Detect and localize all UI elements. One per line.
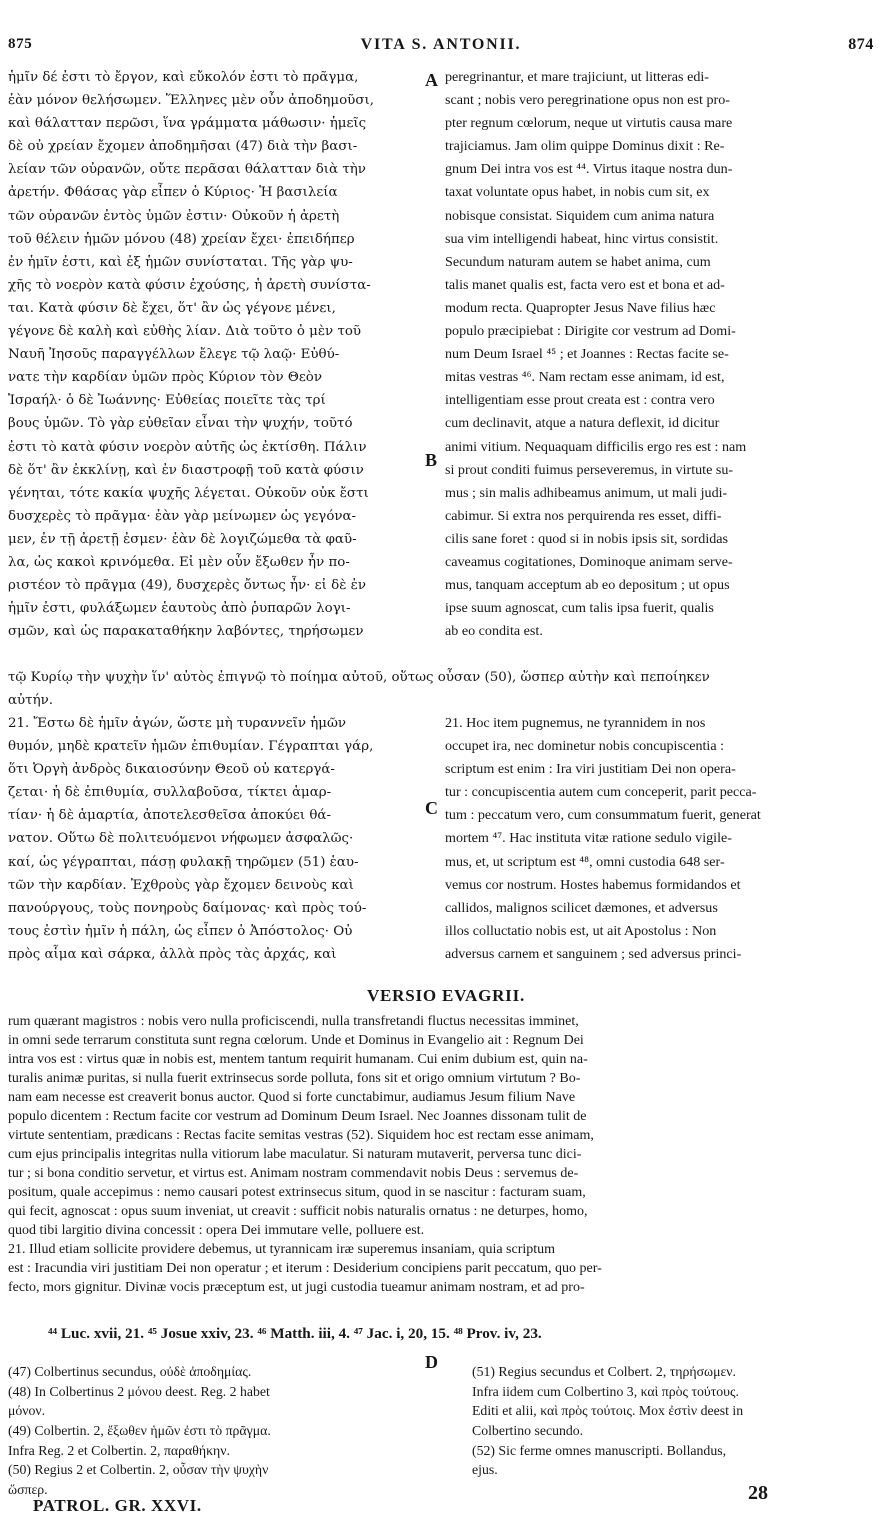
footnote-left-7: ὥσπερ.: [8, 1482, 48, 1498]
greek-line-8: τοῦ θέλειν ἡμῶν μόνου (48) χρείαν ἔχει· ἐπειδήπερ: [8, 231, 355, 247]
greek-lower-line-10: τους ἐστὶν ἡμῖν ἡ πάλη, ὡς εἶπεν ὁ Ἀπόστολος· Οὐ: [8, 923, 353, 939]
greek-lower-line-5: τίαν· ἡ δὲ ἁμαρτία, ἀποτελεσθεῖσα ἀποκύει θά-: [8, 808, 332, 824]
footnote-left-1: (47) Colbertinus secundus, οὐδὲ ἀποδημίας.: [8, 1364, 252, 1379]
latin-line-19: mus ; sin malis adhibeamus animum, ut mali judi-: [445, 484, 728, 501]
greek-line-18: δὲ ὅτ' ἂν ἐκκλίνῃ, καὶ ἐν διαστροφῇ τοῦ κατὰ φύσιν: [8, 462, 364, 478]
footnote-left-6: (50) Regius 2 et Colbertin. 2, οὖσαν τὴν ψυχὴν: [8, 1462, 269, 1478]
latin-line-16: cum declinavit, atque a natura deflexit, id dicitur: [445, 415, 720, 432]
latin-line-7: nobisque consistat. Siquidem cum anima natura: [445, 207, 715, 224]
greek-line-14: νατε τὴν καρδίαν ὑμῶν πρὸς Κύριον τὸν Θεὸν: [8, 370, 323, 386]
greek-line-11: ται. Κατὰ φύσιν δὲ ἔχει, ὅτ' ἂν ὡς γέγονε μένει,: [8, 300, 336, 316]
greek-lower-line-4: ζεται· ἡ δὲ ἐπιθυμία, συλλαβοῦσα, τίκτει ἁμαρ-: [8, 785, 332, 801]
evagrius-line-14: est : Iracundia viri justitiam Dei non operatur ; et iterum : Desiderium concipiens parit peccatum, quo per-: [8, 1261, 602, 1276]
footnote-left-5: Infra Reg. 2 et Colbertin. 2, παραθήκην.: [8, 1442, 230, 1458]
left-page-number: 875: [8, 36, 33, 52]
latin-line-22: caveamus cogitationes, Dominoque animam serve-: [445, 553, 733, 570]
greek-lower-line-11: πρὸς αἷμα καὶ σάρκα, ἀλλὰ πρὸς τὰς ἀρχάς, καὶ: [8, 946, 337, 962]
latin-lower-line-3: scriptum est enim : Ira viri justitiam Dei non opera-: [445, 761, 736, 778]
footnote-right-5: (52) Sic ferme omnes manuscripti. Bollandus,: [472, 1442, 727, 1458]
greek-line-7: τῶν οὐρανῶν ἐντὸς ὑμῶν ἐστιν· Οὐκοῦν ἡ ἀρετὴ: [8, 208, 340, 224]
running-header: [8, 28, 874, 58]
margin-letter-b: B: [425, 450, 438, 470]
latin-lower-line-7: mus, et, ut scriptum est ⁴⁸, omni custodia 648 ser-: [445, 853, 725, 870]
latin-line-3: pter regnum cœlorum, neque ut virtutis causa mare: [445, 115, 733, 132]
greek-spanning-line: τῷ Κυρίῳ τὴν ψυχὴν ἵν' αὐτὸς ἐπιγνῷ τὸ ποίημα αὐτοῦ, οὕτως οὖσαν (50), ὥσπερ αὐτὴν καὶ πεποίηκεν: [8, 670, 710, 685]
section-title: VERSIO EVAGRII.: [366, 986, 526, 1005]
evagrius-line-1: rum quærant magistros : nobis vero nulla proficiscendi, nulla transfretandi fluctus necessitas imminet,: [8, 1014, 579, 1029]
greek-line-21: μεν, ἐν τῇ ἀρετῇ ἐσμεν· ἐὰν δὲ λογιζώμεθα τὰ φαῦ-: [8, 531, 357, 547]
latin-line-6: taxat voluntate opus habet, in nobis cum sit, ex: [445, 184, 710, 201]
evagrius-line-8: cum ejus principalis integritas nulla vitiorum labe maculatur. Si naturam mutaverit, perversa tunc dici-: [8, 1147, 582, 1162]
greek-line-17: ἐστι τὸ κατὰ φύσιν νοερὸν αὐτῆς ὡς ἐκτίσθη. Πάλιν: [8, 439, 367, 455]
evagrius-line-10: positum, quale accepimus : nemo causari potest extrinsecus situm, quod in se nascitur : facturam suam,: [8, 1185, 586, 1200]
greek-line-4: δὲ οὐ χρείαν ἔχομεν ἀποδημῆσαι (47) διὰ τὴν βασι-: [8, 139, 358, 155]
evagrius-line-6: populo dicentem : Rectum facite cor vestrum ad Dominum Deum Israel. Nec Joannes dissonam tulit de: [8, 1109, 587, 1124]
greek-line-19: γένηται, τότε κακία ψυχῆς λέγεται. Οὐκοῦν οὐκ ἔστι: [8, 485, 369, 501]
footnote-left-3: μόνον.: [8, 1403, 46, 1419]
evagrius-line-11: qui fecit, agnoscat : opus suum inveniat, ut creavit : sufficit nobis naturalis ornatus : ne deturpes, homo,: [8, 1204, 588, 1219]
latin-line-4: trajiciamus. Jam olim quippe Dominus dixit : Re-: [445, 138, 725, 155]
greek-line-24: ἡμῖν ἐστι, φυλάξωμεν ἑαυτοὺς ἀπὸ ῥυπαρῶν λογι-: [8, 601, 351, 617]
footnotes-right: [472, 1362, 872, 1480]
latin-line-14: mitas vestras ⁴⁶. Nam rectam esse animam, id est,: [445, 369, 725, 386]
greek-line-1: ἡμῖν δέ ἐστι τὸ ἔργον, καὶ εὔκολόν ἐστι τὸ πρᾶγμα,: [8, 70, 359, 85]
latin-line-1: peregrinantur, et mare trajiciunt, ut litteras edi-: [445, 69, 709, 85]
greek-line-5: λείαν τῶν οὐρανῶν, οὔτε περᾶσαι θάλατταν διὰ τὴν: [8, 162, 366, 178]
latin-line-21: cilis sane foret : quod si in nobis ipsis sit, sordidas: [445, 530, 729, 547]
latin-line-12: populo præcipiebat : Dirigite cor vestrum ad Domi-: [445, 323, 736, 340]
latin-line-9: Secundum naturam autem se habet anima, cum: [445, 253, 711, 270]
scripture-references: ⁴⁴ Luc. xvii, 21. ⁴⁵ Josue xxiv, 23. ⁴⁶ Matth. iii, 4. ⁴⁷ Jac. i, 20, 15. ⁴⁸ Prov. iv, 23.: [48, 1325, 542, 1342]
evagrius-line-13: 21. Illud etiam sollicite providere debemus, ut tyrannicam iræ superemus insaniam, quia scriptum: [8, 1242, 556, 1257]
page-title: VITA S. ANTONII.: [360, 36, 522, 53]
latin-lower-line-1: 21. Hoc item pugnemus, ne tyrannidem in nos: [445, 715, 706, 731]
greek-line-10: χῆς τὸ νοερὸν κατὰ φύσιν ἐχούσης, ἡ ἀρετὴ συνίστα-: [8, 277, 371, 293]
latin-column-lower: [445, 712, 870, 966]
greek-column-lower: [8, 712, 416, 966]
footnotes-left: [8, 1362, 418, 1500]
evagrius-line-9: tur ; si bona conditio servetur, et virtus est. Animam nostram commendavit nobis Deus : servemus de-: [8, 1166, 579, 1181]
greek-line-12: γέγονε δὲ καλὴ καὶ εὐθὴς λίαν. Διὰ τοῦτο ὁ μὲν τοῦ: [8, 324, 362, 340]
greek-line-25: σμῶν, καὶ ὡς παρακαταθήκην λαβόντες, τηρήσωμεν: [8, 624, 364, 640]
evagrius-line-2: in omni sede terrarum constituta sunt regna cœlorum. Unde et Dominus in Evangelio ait : Regnum Dei: [8, 1033, 584, 1048]
greek-line-15: Ἰσραήλ· ὁ δὲ Ἰωάννης· Εὐθείας ποιεῖτε τὰς τρί: [8, 393, 326, 409]
latin-lower-line-8: vemus cor nostrum. Hostes habemus formidandos et: [445, 876, 741, 893]
footnote-left-2: (48) In Colbertinus 2 μόνου deest. Reg. 2 habet: [8, 1383, 270, 1399]
latin-line-5: gnum Dei intra vos est ⁴⁴. Virtus itaque nostra dun-: [445, 161, 733, 178]
evagrius-line-3: intra vos est : virtus quæ in nobis est, mentem tantum requirit humanam. Cui enim dubium est, quin na-: [8, 1052, 588, 1067]
greek-column-upper: [8, 66, 416, 643]
latin-lower-line-4: tur : concupiscentia autem cum conceperit, parit pecca-: [445, 784, 757, 801]
evagrius-line-4: turalis animæ puritas, si nulla fuerit extrinsecus sorde polluta, fons sit et origo omnium virtutum ? Bo-: [8, 1071, 581, 1086]
margin-letter-d: D: [425, 1352, 438, 1372]
latin-line-24: ipse suum agnoscat, cum talis ipsa fuerit, qualis: [445, 600, 714, 617]
latin-lower-line-11: adversus carnem et sanguinem ; sed adversus princi-: [445, 945, 742, 962]
footnote-right-4: Colbertino secundo.: [472, 1423, 584, 1439]
greek-line-13: Ναυῆ Ἰησοῦς παραγγέλλων ἔλεγε τῷ λαῷ· Εὐθύ-: [8, 347, 340, 363]
latin-line-2: scant ; nobis vero peregrinatione opus non est pro-: [445, 92, 730, 109]
latin-line-8: sua vim intelligendi habeat, hinc virtus consistit.: [445, 230, 719, 247]
footnote-right-1: (51) Regius secundus et Colbert. 2, τηρήσωμεν.: [472, 1364, 736, 1379]
margin-letter-c: C: [425, 798, 438, 818]
latin-line-17: animi vitium. Nequaquam difficilis ergo res est : nam: [445, 438, 747, 455]
evagrius-text: [8, 1012, 868, 1297]
greek-line-9: ἐν ἡμῖν ἐστι, καὶ ἐξ ἡμῶν συνίσταται. Τῆς γὰρ ψυ-: [8, 254, 353, 270]
latin-lower-line-5: tum : peccatum vero, cum consummatum fuerit, generat: [445, 807, 761, 824]
greek-line-2: ἐὰν μόνον θελήσωμεν. Ἕλληνες μὲν οὖν ἀποδημοῦσι,: [8, 93, 374, 109]
evagrius-line-12: quod tibi largitio divina concessit : opera Dei immutare velle, polluere est.: [8, 1223, 425, 1238]
greek-lower-line-1: 21. Ἔστω δὲ ἡμῖν ἀγών, ὥστε μὴ τυραννεῖν ἡμῶν: [8, 716, 347, 731]
footer-page-signature: 28: [748, 1482, 768, 1504]
greek-line-3: καὶ θάλατταν περῶσι, ἵνα γράμματα μάθωσιν· ἡμεῖς: [8, 116, 367, 132]
latin-line-18: si prout conditi fuimus perseveremus, in virtute su-: [445, 461, 734, 478]
footnote-right-2: Infra iidem cum Colbertino 3, καὶ πρὸς τούτους.: [472, 1383, 739, 1399]
greek-lower-line-6: νατον. Οὕτω δὲ πολιτευόμενοι νήφωμεν ἀσφαλῶς·: [8, 831, 354, 847]
evagrius-line-7: virtute sententiam, prædicans : Rectas facite semitas vestras (52). Siquidem hoc est rectam esse animam,: [8, 1128, 594, 1143]
greek-lower-line-8: τῶν τὴν καρδίαν. Ἐχθροὺς γὰρ ἔχομεν δεινοὺς καὶ: [8, 877, 354, 893]
greek-line-23: ριστέον τὸ πρᾶγμα (49), δυσχερὲς ὄντως ἦν· εἰ δὲ ἐν: [8, 578, 366, 594]
margin-letter-a: A: [425, 70, 438, 90]
evagrius-line-15: fecto, mors gignitur. Divinæ vocis præceptum est, ut jugi custodia tueamur animam nostram, et ad pro-: [8, 1280, 585, 1295]
latin-lower-line-6: mortem ⁴⁷. Hac instituta vitæ ratione sedulo vigile-: [445, 830, 732, 847]
greek-line-20: δυσχερὲς τὸ πρᾶγμα· ἐὰν γὰρ μείνωμεν ὡς γεγόνα-: [8, 508, 357, 524]
greek-lower-line-9: πανούργους, τοὺς πονηροὺς δαίμονας· καὶ πρὸς τού-: [8, 900, 367, 916]
footnote-left-4: (49) Colbertin. 2, ἔξωθεν ἡμῶν ἐστι τὸ πρᾶγμα.: [8, 1423, 271, 1439]
greek-spanning-tail: αὐτήν.: [8, 693, 54, 708]
latin-line-10: talis manet qualis est, facta vero est et bona et ad-: [445, 276, 725, 293]
latin-line-11: modum recta. Quapropter Jesus Nave filius hæc: [445, 299, 716, 316]
greek-line-6: ἀρετήν. Φθάσας γὰρ εἶπεν ὁ Κύριος· Ἡ βασιλεία: [8, 185, 338, 201]
latin-line-23: mus, tanquam acceptum ab eo depositum ; ut opus: [445, 577, 730, 594]
footnote-right-6: ejus.: [472, 1462, 498, 1478]
latin-column-upper: [445, 66, 870, 643]
greek-line-16: βους ὑμῶν. Τὸ γὰρ εὐθεῖαν εἶναι τὴν ψυχήν, τοῦτό: [8, 416, 353, 432]
greek-lower-line-2: θυμόν, μηδὲ κρατεῖν ἡμῶν ἐπιθυμίαν. Γέγραπται γάρ,: [8, 739, 374, 755]
greek-lower-line-7: καί, ὡς γέγραπται, πάσῃ φυλακῇ τηρῶμεν (51) ἑαυ-: [8, 854, 359, 870]
latin-line-25: ab eo condita est.: [445, 623, 543, 640]
footnote-right-3: Editi et alii, καὶ πρὸς τούτοις. Mox ἐστὶν deest in: [472, 1403, 744, 1419]
greek-line-22: λα, ὡς κακοὶ κρινόμεθα. Εἰ μὲν οὖν ἔξωθεν ἦν πο-: [8, 554, 350, 570]
right-page-number: 874: [848, 36, 874, 53]
latin-lower-line-10: illos colluctatio nobis est, ut ait Apostolus : Non: [445, 922, 717, 939]
latin-line-20: cabimur. Si extra nos perquirenda res esset, diffi-: [445, 507, 722, 524]
latin-lower-line-9: callidos, malignos scilicet dæmones, et adversus: [445, 899, 718, 916]
latin-line-15: intelligentiam esse prout creata est : contra vero: [445, 392, 715, 409]
greek-lower-line-3: ὅτι Ὀργὴ ἀνδρὸς δικαιοσύνην Θεοῦ οὐ κατεργά-: [8, 762, 335, 778]
evagrius-line-5: nam eam necesse est creaverit bonus auctor. Quod si forte cunctabimur, audiamus Jesum filium Nave: [8, 1090, 576, 1105]
latin-lower-line-2: occupet ira, nec dominetur nobis concupiscentia :: [445, 738, 725, 755]
footer-left: PATROL. GR. XXVI.: [33, 1496, 202, 1515]
latin-line-13: num Deum Israel ⁴⁵ ; et Joannes : Rectas facite se-: [445, 346, 729, 363]
